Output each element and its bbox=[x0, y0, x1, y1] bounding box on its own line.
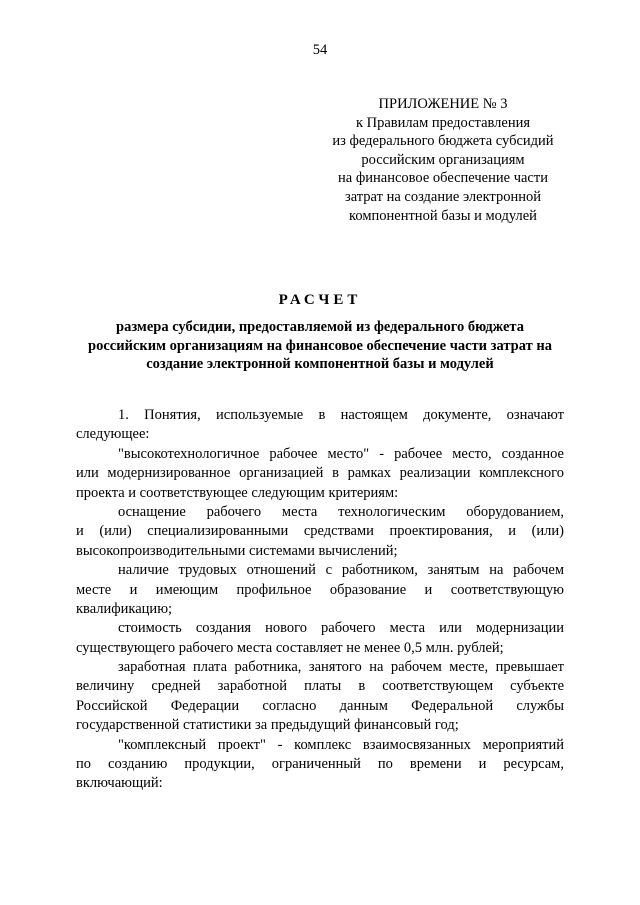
appendix-line: к Правилам предоставления bbox=[355, 114, 531, 131]
body-line: оснащение рабочего места технологическим оборудованием, bbox=[118, 503, 564, 520]
page-number: 54 bbox=[312, 42, 328, 58]
body-line: или модернизированное организацией в рамках реализации комплексного bbox=[76, 465, 564, 482]
body-line: проекта и соответствующее следующим критериям: bbox=[76, 484, 399, 501]
body-line: существующего рабочего места составляет не менее 0,5 млн. рублей; bbox=[76, 639, 504, 656]
body-line: стоимость создания нового рабочего места или модернизации bbox=[118, 620, 564, 637]
body-line: и (или) специализированными средствами проектирования, и (или) bbox=[76, 523, 564, 540]
appendix-block bbox=[318, 95, 568, 225]
body-line: заработная плата работника, занятого на рабочем месте, превышает bbox=[118, 659, 564, 676]
body-line: величину средней заработной платы в соответствующем субъекте bbox=[76, 678, 564, 695]
appendix-line: затрат на создание электронной bbox=[345, 188, 541, 205]
appendix-heading: ПРИЛОЖЕНИЕ № 3 bbox=[378, 96, 508, 112]
body-line: месте и имеющим профильное образование и соответствующую bbox=[76, 581, 564, 598]
appendix-line: российским организациям bbox=[361, 151, 525, 168]
subtitle-line: российским организациям на финансовое обеспечение части затрат на bbox=[88, 337, 552, 354]
body-line: следующее: bbox=[76, 426, 150, 443]
body-line: государственной статистики за предыдущий финансовый год; bbox=[76, 717, 459, 734]
body-line: по созданию продукции, ограниченный по времени и ресурсам, bbox=[76, 756, 564, 773]
body-line: "высокотехнологичное рабочее место" - рабочее место, созданное bbox=[118, 445, 564, 462]
body-line: Российской Федерации согласно данным Федеральной службы bbox=[76, 697, 564, 714]
appendix-line: компонентной базы и модулей bbox=[349, 207, 537, 224]
body-text bbox=[76, 406, 564, 794]
subtitle-line: размера субсидии, предоставляемой из федерального бюджета bbox=[116, 319, 524, 335]
body-line: высокопроизводительными системами вычислений; bbox=[76, 542, 398, 559]
body-line: квалификацию; bbox=[76, 600, 173, 617]
document-title: РАСЧЕТ bbox=[278, 292, 362, 308]
appendix-line: на финансовое обеспечение части bbox=[338, 170, 548, 187]
appendix-line: из федерального бюджета субсидий bbox=[332, 133, 554, 150]
body-line: наличие трудовых отношений с работником, занятым на рабочем bbox=[118, 562, 564, 579]
document-subtitle bbox=[40, 318, 600, 374]
body-line: "комплексный проект" - комплекс взаимосвязанных мероприятий bbox=[118, 736, 564, 753]
body-line: 1. Понятия, используемые в настоящем документе, означают bbox=[118, 407, 564, 423]
body-line: включающий: bbox=[76, 775, 163, 792]
subtitle-line: создание электронной компонентной базы и модулей bbox=[146, 356, 494, 372]
